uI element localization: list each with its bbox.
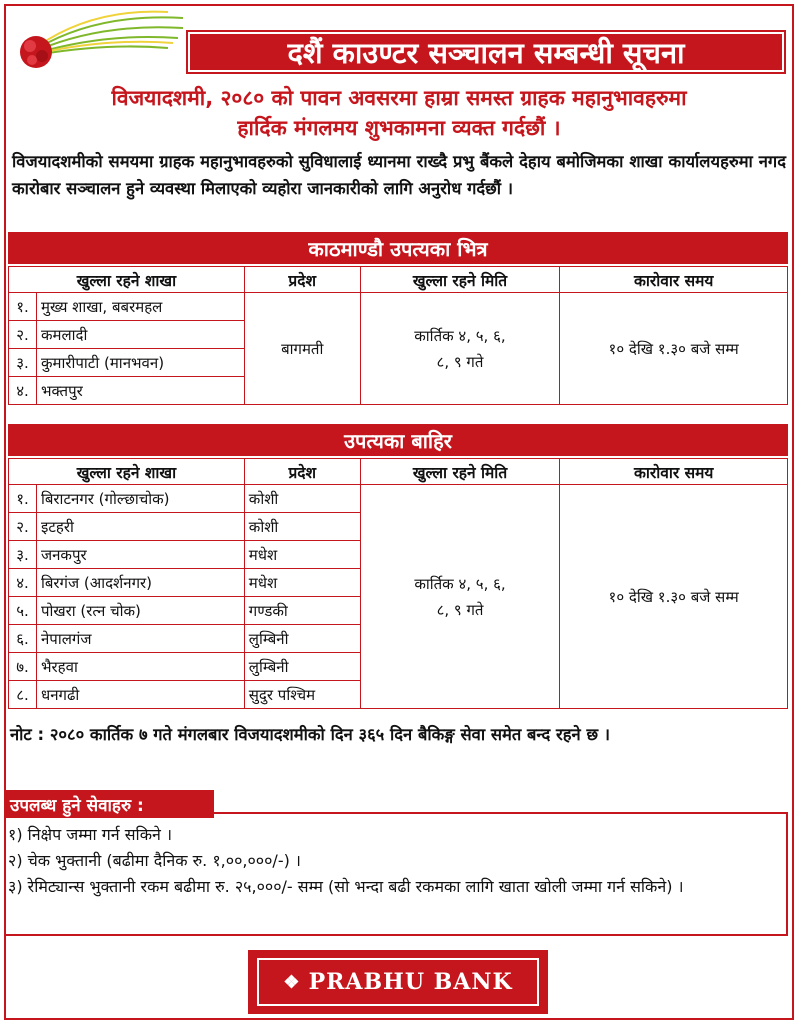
row-number: ४.	[9, 377, 37, 405]
branch-name: भैरहवा	[36, 653, 244, 681]
valley-province: बागमती	[244, 293, 360, 405]
branch-name: धनगढी	[36, 681, 244, 709]
branch-name: कुमारीपाटी (मानभवन)	[36, 349, 244, 377]
greeting-line-1: विजयादशमी, २०८० को पावन अवसरमा हाम्रा समस्त ग्राहक महानुभावहरुमा	[111, 86, 687, 110]
row-number: ३.	[9, 349, 37, 377]
branch-province: मधेश	[244, 569, 360, 597]
branch-province: गण्डकी	[244, 597, 360, 625]
notice-title: दशैं काउण्टर सञ्चालन सम्बन्धी सूचना	[186, 30, 786, 74]
header-business-hours: कारोवार समय	[560, 267, 788, 293]
branch-province: मधेश	[244, 541, 360, 569]
branch-name: नेपालगंज	[36, 625, 244, 653]
branch-name: पोखरा (रत्न चोक)	[36, 597, 244, 625]
branch-name: मुख्य शाखा, बबरमहल	[36, 293, 244, 321]
header-province: प्रदेश	[244, 267, 360, 293]
services-label: उपलब्ध हुने सेवाहरु :	[4, 790, 214, 818]
row-number: १.	[9, 485, 37, 513]
header-business-hours: कारोवार समय	[560, 459, 788, 485]
outside-section-title: उपत्यका बाहिर	[8, 424, 788, 456]
service-item: १) निक्षेप जम्मा गर्न सकिने ।	[8, 825, 173, 844]
valley-section-title: काठमाण्डौ उपत्यका भित्र	[8, 232, 788, 264]
dates-line-2: ८, ९ गते	[436, 600, 484, 619]
greeting-line-2: हार्दिक मंगलमय शुभकामना व्यक्त गर्दछौं ।	[237, 116, 561, 140]
row-number: ६.	[9, 625, 37, 653]
bank-logo-box	[248, 950, 548, 1014]
row-number: २.	[9, 321, 37, 349]
dates-line-1: कार्तिक ४, ५, ६,	[414, 574, 506, 593]
header-open-dates: खुल्ला रहने मिति	[360, 267, 560, 293]
row-number: ७.	[9, 653, 37, 681]
branch-name: कमलादी	[36, 321, 244, 349]
service-item: २) चेक भुक्तानी (बढीमा दैनिक रु. १,००,०००/-) ।	[8, 851, 301, 870]
valley-open-dates	[360, 293, 560, 405]
header-open-dates: खुल्ला रहने मिति	[360, 459, 560, 485]
outside-business-hours: १० देखि १.३० बजे सम्म	[560, 485, 788, 709]
branch-province: सुदुर पश्चिम	[244, 681, 360, 709]
row-number: ३.	[9, 541, 37, 569]
branch-province: कोशी	[244, 513, 360, 541]
service-item: ३) रेमिट्यान्स भुक्तानी रकम बढीमा रु. २५,०००/- सम्म (सो भन्दा बढी रकमका लागि खाता खोली जम्मा गर्न सकिने) ।	[8, 877, 684, 896]
table-header-row	[9, 459, 788, 485]
bank-logo	[257, 958, 539, 1006]
header-branch: खुल्ला रहने शाखा	[9, 267, 245, 293]
festival-flower-decoration	[8, 8, 183, 78]
outside-open-dates	[360, 485, 560, 709]
branch-name: जनकपुर	[36, 541, 244, 569]
row-number: ४.	[9, 569, 37, 597]
valley-branches-table	[8, 266, 788, 405]
row-number: २.	[9, 513, 37, 541]
dates-line-2: ८, ९ गते	[436, 352, 484, 371]
valley-business-hours: १० देखि १.३० बजे सम्म	[560, 293, 788, 405]
intro-paragraph: विजयादशमीको समयमा ग्राहक महानुभावहरुको सुविधालाई ध्यानमा राख्दै प्रभु बैंकले देहाय बमोजिमका शाखा कार्यालयहरुमा नगद कारोबार सञ्चालन हुने व्यवस्था मिलाएको व्यहोरा जानकारीको लागि अनुरोध गर्दछौं ।	[12, 152, 786, 198]
outside-branches-table	[8, 458, 788, 709]
closure-note: नोट : २०८० कार्तिक ७ गते मंगलबार विजयादशमीको दिन ३६५ दिन बैकिङ्ग सेवा समेत बन्द रहने छ ।	[10, 725, 611, 744]
table-row	[9, 485, 788, 513]
branch-name: इटहरी	[36, 513, 244, 541]
table-row	[9, 293, 788, 321]
row-number: १.	[9, 293, 37, 321]
row-number: ५.	[9, 597, 37, 625]
header-branch: खुल्ला रहने शाखा	[9, 459, 245, 485]
bank-name: PRABHU BANK	[308, 969, 513, 995]
branch-name: बिराटनगर (गोल्छाचोक)	[36, 485, 244, 513]
branch-name: भक्तपुर	[36, 377, 244, 405]
branch-province: कोशी	[244, 485, 360, 513]
branch-province: लुम्बिनी	[244, 653, 360, 681]
branch-name: बिरगंज (आदर्शनगर)	[36, 569, 244, 597]
table-header-row	[9, 267, 788, 293]
branch-province: लुम्बिनी	[244, 625, 360, 653]
dates-line-1: कार्तिक ४, ५, ६,	[414, 326, 506, 345]
header-province: प्रदेश	[244, 459, 360, 485]
prabhu-logo-icon: ❖	[283, 971, 301, 993]
row-number: ८.	[9, 681, 37, 709]
